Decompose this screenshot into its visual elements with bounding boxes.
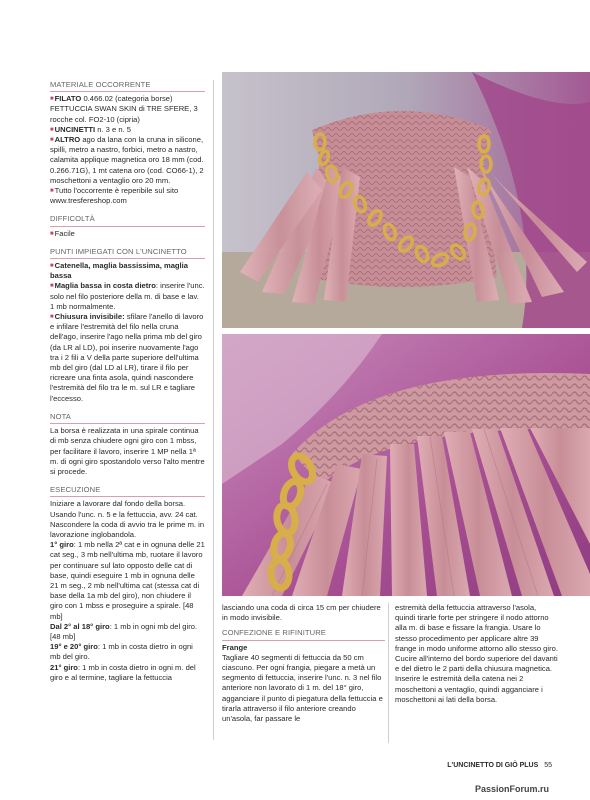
reperibile-text: ■ Tutto l'occorrente è reperibile sul sito www.tresfereshop.com [50,186,205,206]
points-section [50,247,205,404]
altro-label: ■ ALTRO [50,135,80,144]
left-column [50,80,205,691]
giro-2-text: : 1 mb in ogni mb del giro. [48 mb] [50,621,198,641]
note-section [50,412,205,477]
frange-label: Frange [222,642,248,652]
giro-21-label: 21° giro [50,662,78,672]
frange-continuation: estremità della fettuccia attraverso l'asola, quindi tirarle forte per stringere il nodo attorno alla m. di base e fissare la frangia. Usare lo stesso procedimento per applicare altre 39 frange in modo uniforme attorno allo stesso giro. [395,603,558,653]
points-item-2-label: ■ Maglia bassa in costa dietro [50,281,156,290]
giro-2-label: Dal 2° al 18° giro [50,621,110,631]
points-item-2-text: : inserire l'unc. solo nel filo posteriore della m. di base e lav. 1 mb normalmente. [50,281,205,311]
points-item-1: ■ Catenella, maglia bassissima, maglia bassa [50,261,205,281]
altro-text: ago da lana con la cruna in silicone, spilli, metro a nastro, forbici, metro a nastro, calamita applique magnetica oro 18 mm (cod. 0.266.71G), 1 mt catena oro (cod. CO66-1), 2 moschettoni a ventaglio oro 20 mm. [50,135,204,185]
watermark: PassionForum.ru [475,784,550,794]
giro-19-text: : 1 mb in costa dietro in ogni mb del giro. [50,642,193,662]
difficulty-heading: DIFFICOLTÀ [50,214,205,226]
points-heading: PUNTI IMPIEGATI CON L'UNCINETTO [50,247,205,259]
giro-1-text: : 1 mb nella 2ª cat e in ognuna delle 21 cat seg., 3 mb nell'ultima mb, ruotare il lavoro per continuare sul lato opposto delle cat di base, quindi eseguire 1 mb in ognuna delle 21 m seg., 2 mb nell'ultima cat (stessa cat di base della 1a mb del giro), non chiudere il giro con 1 mbss e proseguire a spirale. [48 mb] [50,540,205,621]
frange-text: Tagliare 40 segmenti di fettuccia da 50 cm ciascuno. Per ogni frangia, piegare a metà un segmento di fettuccia, inserire l'unc. n. 3 nel filo anteriore non lavorato di 1 m. del 18° giro, agganciare il punto di piegatura della fettuccia e tirarla attraverso il filo anteriore creando un'asola, far passare le [222,652,383,724]
materials-heading: MATERIALE OCCORRENTE [50,80,205,92]
execution-intro: Iniziare a lavorare dal fondo della borsa. Usando l'unc. n. 5 e la fettuccia, avv. 24 cat. Nascondere la coda di avvio tra le prime m. in lavorazione inglobandola. [50,499,205,539]
execution-continuation: lasciando una coda di circa 15 cm per chiudere in modo invisibile. [222,603,381,623]
giro-19-label: 19° e 20° giro [50,642,98,652]
filato-text: 0.466.02 (categoria borse) FETTUCCIA SWAN SKIN di TRE SFERE, 3 rocche col. FO2-10 (cipria) [50,94,198,124]
column-divider-right [388,603,389,743]
confezione-heading: CONFEZIONE E RIFINITURE [222,628,385,640]
difficulty-section [50,214,205,238]
execution-heading: ESECUZIONE [50,485,205,497]
uncinetti-label: ■ UNCINETTI [50,125,95,134]
photo-bag-front [222,72,590,328]
bag-detail-illustration [222,334,590,596]
giro-1-label: 1° giro [50,540,74,550]
closure-text: Cucire all'interno del bordo superiore del davanti e del dietro le 2 parti della chiusura magnetica. Inserire le estremità della catena nei 2 moschettoni a ventaglio, quindi agganciare i moschettoni ai lati della borsa. [395,654,558,704]
bag-front-illustration [222,72,590,328]
execution-section [50,485,205,683]
points-item-3-label: ■ Chiusura invisibile: [50,312,125,321]
note-text: La borsa è realizzata in una spirale continua di mb senza chiudere ogni giro con 1 mbss, per facilitare il lavoro, inserire 1 MP nella 1ª m. di ogni giro spostandolo verso l'alto mentre si procede. [50,426,205,476]
bottom-right-column [395,603,558,705]
giro-21-text: : 1 mb in costa dietro in ogni m. del giro e al termine, tagliare la fettuccia [50,662,196,682]
page-footer [370,762,552,769]
materials-section [50,80,205,206]
difficulty-value: ■ Facile [50,229,205,239]
magazine-name: L'UNCINETTO DI GIÒ PLUS [447,762,539,769]
column-divider-left [213,80,214,740]
points-item-3-text: sfilare l'anello di lavoro e infilare l'estremità del filo nella cruna dell'ago, inserire l'ago nella prima mb del giro (da LR al LD), poi inserire nuovamente l'ago tra i 2 fili a V della parte superiore dell'ultima mb del giro (dal LD al LR), tirare il filo per ricreare una finta asola, quindi nascondere l'estremità del filo tra le m. sul LR e tagliare l'eccesso. [50,312,204,403]
filato-label: ■ FILATO [50,94,81,103]
note-heading: NOTA [50,412,205,424]
photo-bag-detail [222,334,590,596]
page-number: 55 [544,762,552,769]
bottom-middle-column [222,603,385,724]
uncinetti-text: n. 3 e n. 5 [95,124,132,134]
